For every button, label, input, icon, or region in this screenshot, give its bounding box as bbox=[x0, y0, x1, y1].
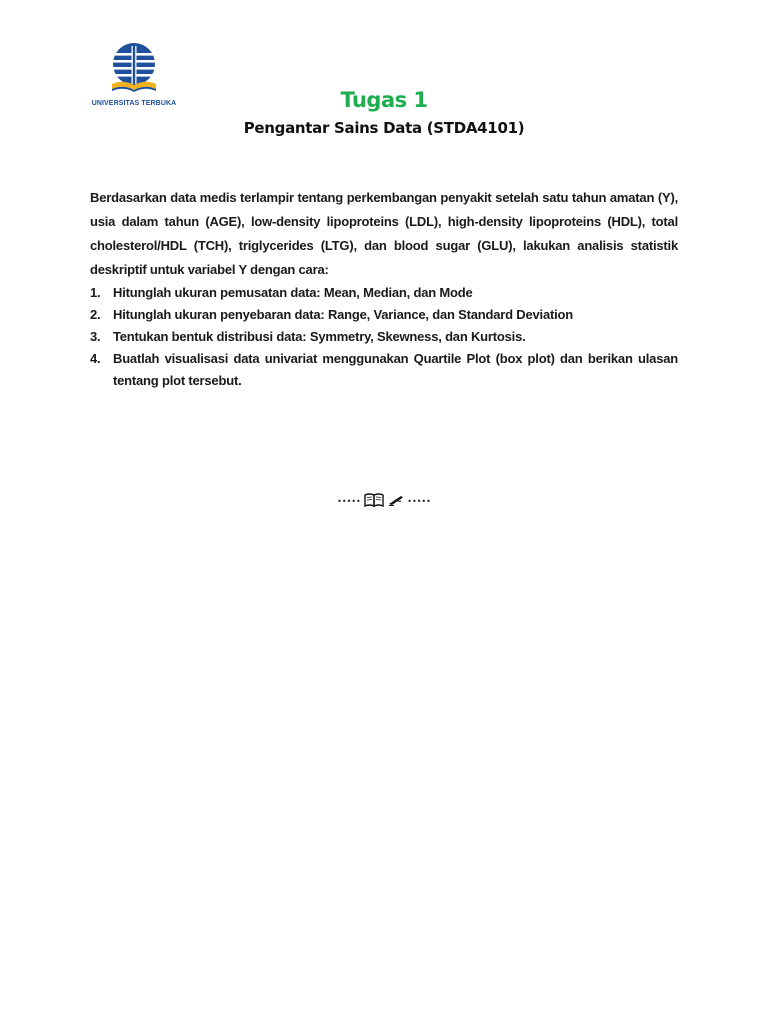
task-number: 1. bbox=[90, 285, 101, 300]
task-item bbox=[90, 304, 678, 326]
ornament-dots-right: ••••• bbox=[407, 497, 431, 506]
task-text: Hitunglah ukuran pemusatan data: Mean, Median, dan Mode bbox=[113, 285, 473, 300]
task-list bbox=[90, 282, 678, 392]
course-name: Pengantar Sains Data bbox=[243, 119, 422, 137]
page-title: Tugas 1 bbox=[340, 88, 428, 112]
task-text: Tentukan bentuk distribusi data: Symmetry, Skewness, dan Kurtosis. bbox=[113, 329, 526, 344]
assignment-body bbox=[90, 186, 678, 392]
open-book-icon bbox=[364, 493, 384, 510]
task-item bbox=[90, 282, 678, 304]
task-number: 2. bbox=[90, 307, 101, 322]
task-text: Hitunglah ukuran penyebaran data: Range, Variance, dan Standard Deviation bbox=[113, 307, 574, 322]
ornament-dots-left: ••••• bbox=[337, 497, 361, 506]
course-code: (STDA4101) bbox=[426, 119, 525, 137]
writing-hand-icon bbox=[388, 494, 404, 509]
task-number: 4. bbox=[90, 351, 101, 366]
university-name: UNIVERSITAS TERBUKA bbox=[91, 100, 177, 107]
intro-paragraph: Berdasarkan data medis terlampir tentang perkembangan penyakit setelah satu tahun amatan (Y), usia dalam tahun (AGE), low-density lipoproteins (LDL), high-density lipoproteins (HDL), total cholesterol/HDL (TCH), triglycerides (LTG), dan blood sugar (GLU), lakukan analisis statistik deskriptif untuk variabel Y dengan cara: bbox=[90, 190, 678, 277]
task-item bbox=[90, 348, 678, 392]
task-number: 3. bbox=[90, 329, 101, 344]
task-text: Buatlah visualisasi data univariat menggunakan Quartile Plot (box plot) dan berikan ulasan tentang plot tersebut. bbox=[113, 351, 678, 388]
closing-ornament bbox=[0, 493, 768, 510]
task-item bbox=[90, 326, 678, 348]
course-subtitle bbox=[0, 119, 768, 137]
